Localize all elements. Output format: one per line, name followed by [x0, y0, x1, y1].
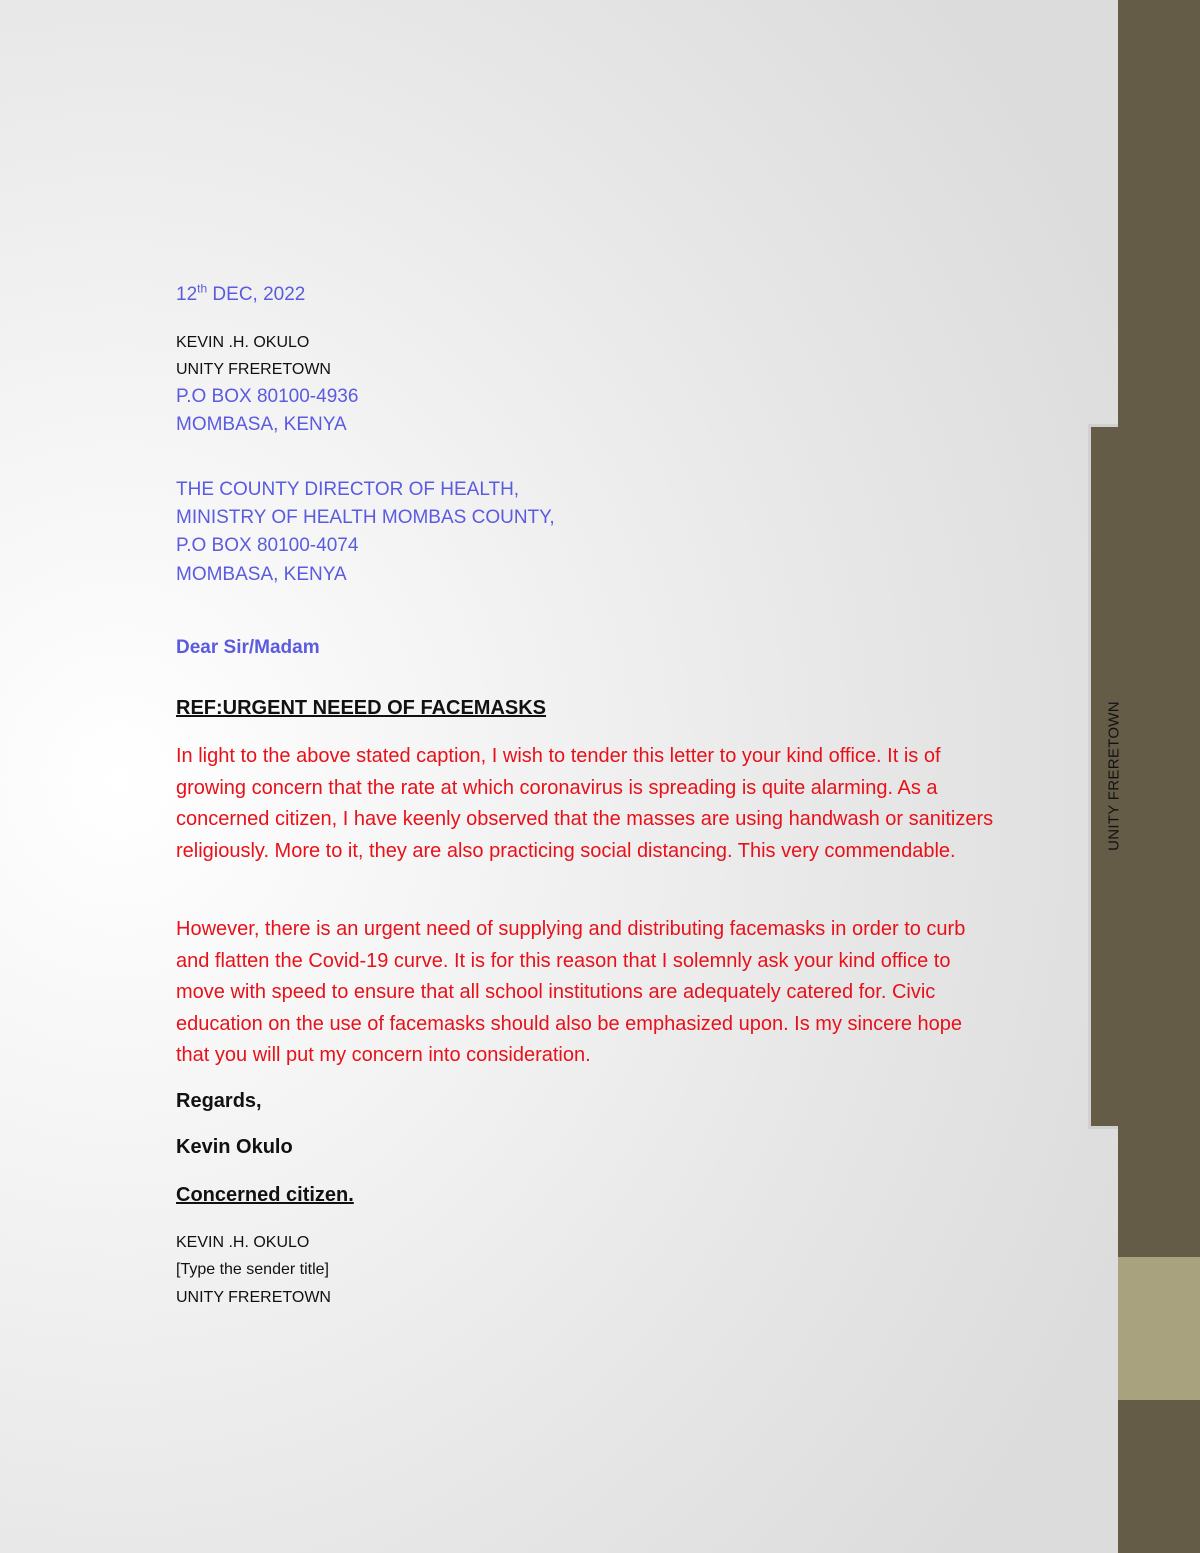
recipient-line-2: MINISTRY OF HEALTH MOMBAS COUNTY, [176, 507, 555, 528]
sender-org: UNITY FRERETOWN [176, 361, 331, 378]
reference-line: REF:URGENT NEEED OF FACEMASKS [176, 697, 547, 719]
recipient-line-3: P.O BOX 80100-4074 [176, 535, 359, 556]
signature-title: Concerned citizen. [176, 1184, 354, 1206]
salutation: Dear Sir/Madam [176, 637, 320, 658]
closing: Regards, [176, 1090, 262, 1112]
sidebar-accent-block [1118, 1257, 1200, 1400]
date-suffix: th [197, 281, 208, 296]
signature-name: Kevin Okulo [176, 1136, 293, 1158]
date-day: 12 [176, 284, 198, 305]
footer-org: UNITY FRERETOWN [176, 1289, 331, 1306]
letter-date [176, 281, 306, 306]
paragraph-1: In light to the above stated caption, I wish to tender this letter to your kind office. It is of growing concern that the rate at which coronavirus is spreading is quite alarming. As a concerned citizen, I have keenly observed that the masses are using handwash or sanitizers religiously. More to it, they are also practicing social distancing. This very commendable. [176, 745, 994, 862]
sender-city: MOMBASA, KENYA [176, 414, 347, 435]
recipient-line-1: THE COUNTY DIRECTOR OF HEALTH, [176, 479, 520, 500]
sender-name: KEVIN .H. OKULO [176, 334, 310, 351]
sidebar-vertical-label: UNITY FRERETOWN [1105, 701, 1123, 851]
date-rest: DEC, 2022 [207, 284, 306, 305]
recipient-line-4: MOMBASA, KENYA [176, 564, 347, 585]
footer-title-placeholder[interactable]: [Type the sender title] [176, 1261, 329, 1278]
sender-box: P.O BOX 80100-4936 [176, 386, 359, 407]
footer-name: KEVIN .H. OKULO [176, 1234, 310, 1251]
paragraph-2: However, there is an urgent need of supplying and distributing facemasks in order to curb and flatten the Covid-19 curve. It is for this reason that I solemnly ask your kind office to move with speed to ensure that all school institutions are adequately catered for. Civic education on the use of facemasks should also be emphasized upon. Is my sincere hope that you will put my concern into consideration. [176, 918, 966, 1066]
